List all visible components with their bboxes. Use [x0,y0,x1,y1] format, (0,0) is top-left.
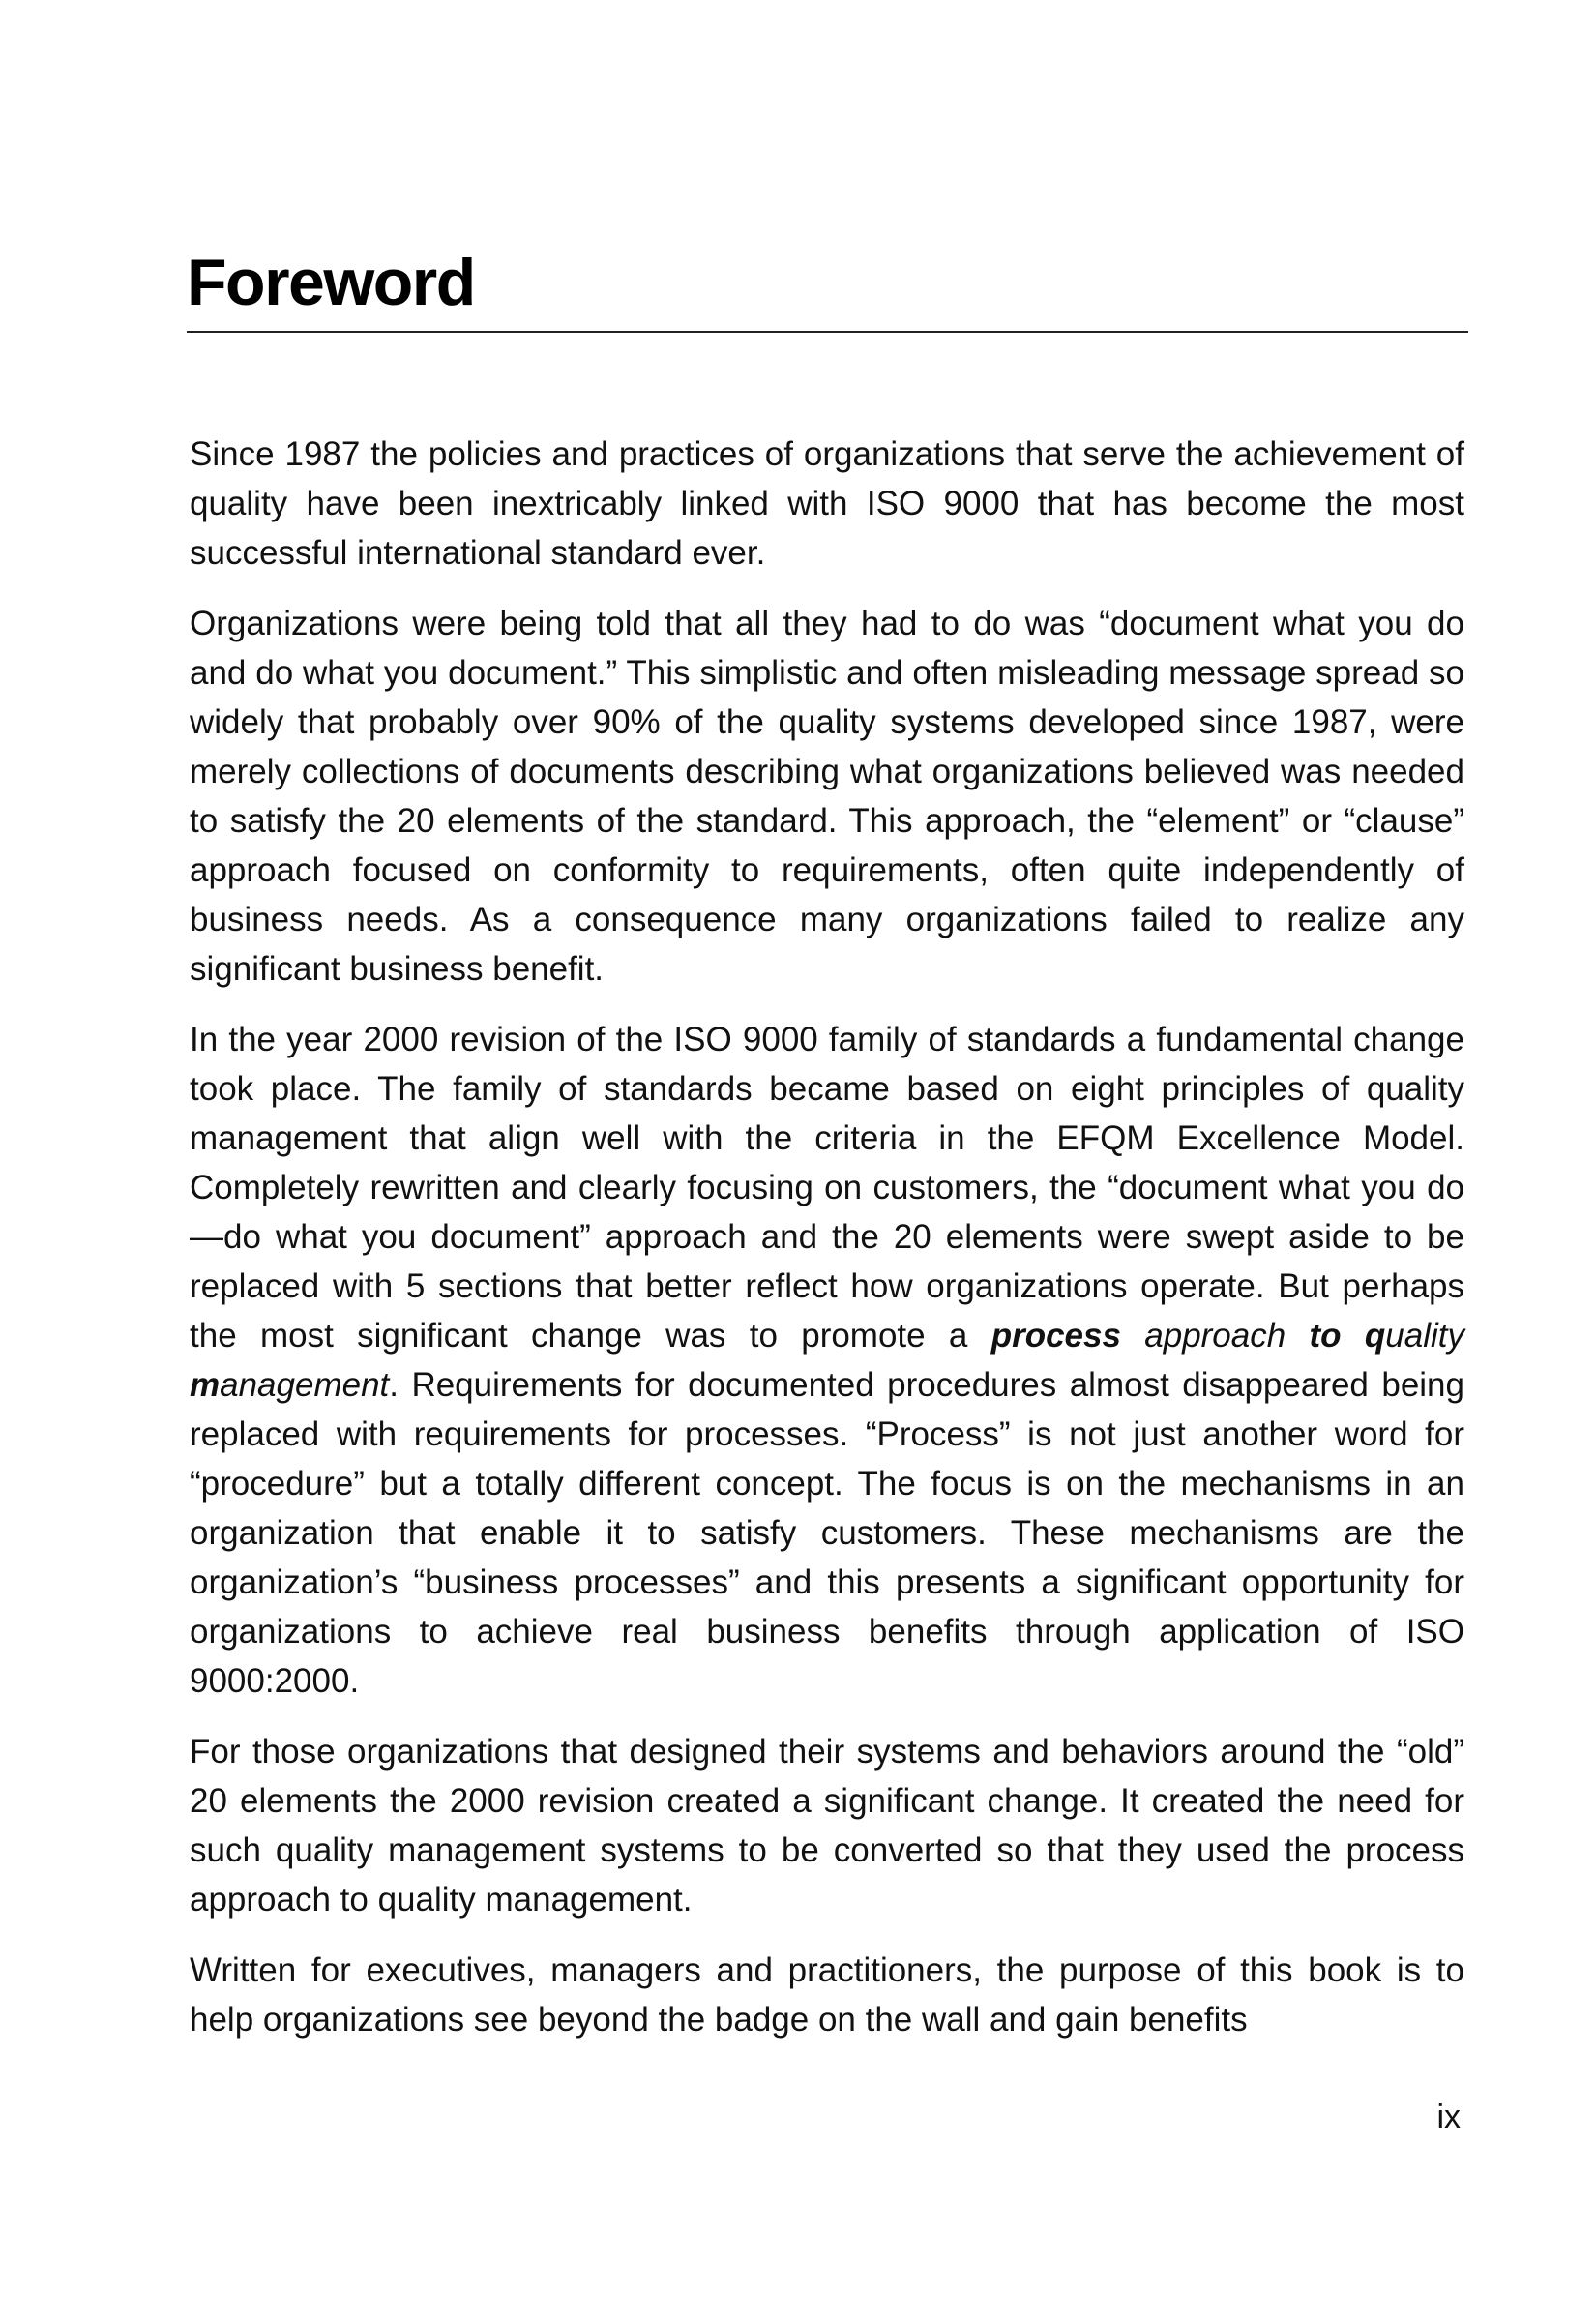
emphasis-q: q [1364,1317,1386,1354]
emphasis-quality: uality [1385,1317,1464,1354]
paragraph-3-text-before: In the year 2000 revision of the ISO 9000 family of standards a fundamental change took place. The family of standards became based on eight principles of quality management that align well with the criteria in the EFQM Excellence Model. Completely rewritten and clearly focusing on customers, the “document what you do—do what you document” approach and the 20 elements were swept aside to be replaced with 5 sections that better reflect how organizations operate. But perhaps the most significant change was to promote a [190,1021,1464,1354]
paragraph-3-text-after: . Requirements for documented procedures almost disappeared being replaced with requirements for processes. “Process” is not just another word for “procedure” but a totally different concept. The focus is on the mechanisms in an organization that enable it to satisfy customers. These mechanisms are the organization’s “business processes” and this presents a significant opportunity for organizations to achieve real business benefits through application of ISO 9000:2000. [190,1366,1464,1700]
page-number: ix [1436,2099,1461,2135]
emphasis-management: anagement [220,1366,390,1404]
paragraph-4: For those organizations that designed their systems and behaviors around the “old” 20 elements the 2000 revision created a significant change. It created the need for such quality management systems to be converted so that they used the process approach to quality management. [190,1733,1464,1919]
body-text [190,430,1464,2066]
emphasis-process: process [990,1317,1121,1354]
chapter-title: Foreword [187,246,475,319]
paragraph-2: Organizations were being told that all they had to do was “document what you do and do what you document.” This simplistic and often misleading message spread so widely that probably over 90% of the quality systems developed since 1987, were merely collections of documents describing what organizations believed was needed to satisfy the 20 elements of the standard. This approach, the “element” or “clause” approach focused on conformity to requirements, often quite independently of business needs. As a consequence many organizations failed to realize any significant business benefit. [190,605,1464,988]
emphasis-approach: approach [1120,1317,1310,1354]
paragraph-3 [190,1015,1464,1706]
emphasis-m: m [190,1366,221,1404]
chapter-heading [187,244,1468,321]
emphasis-to: to [1309,1317,1342,1354]
emphasis-space [1342,1317,1365,1354]
paragraph-1: Since 1987 the policies and practices of organizations that serve the achievement of quality have been inextricably linked with ISO 9000 that has become the most successful international standard ever. [190,435,1464,572]
title-underline-rule [187,331,1468,333]
paragraph-5: Written for executives, managers and practitioners, the purpose of this book is to help organizations see beyond the badge on the wall and gain benefits [190,1951,1464,2039]
